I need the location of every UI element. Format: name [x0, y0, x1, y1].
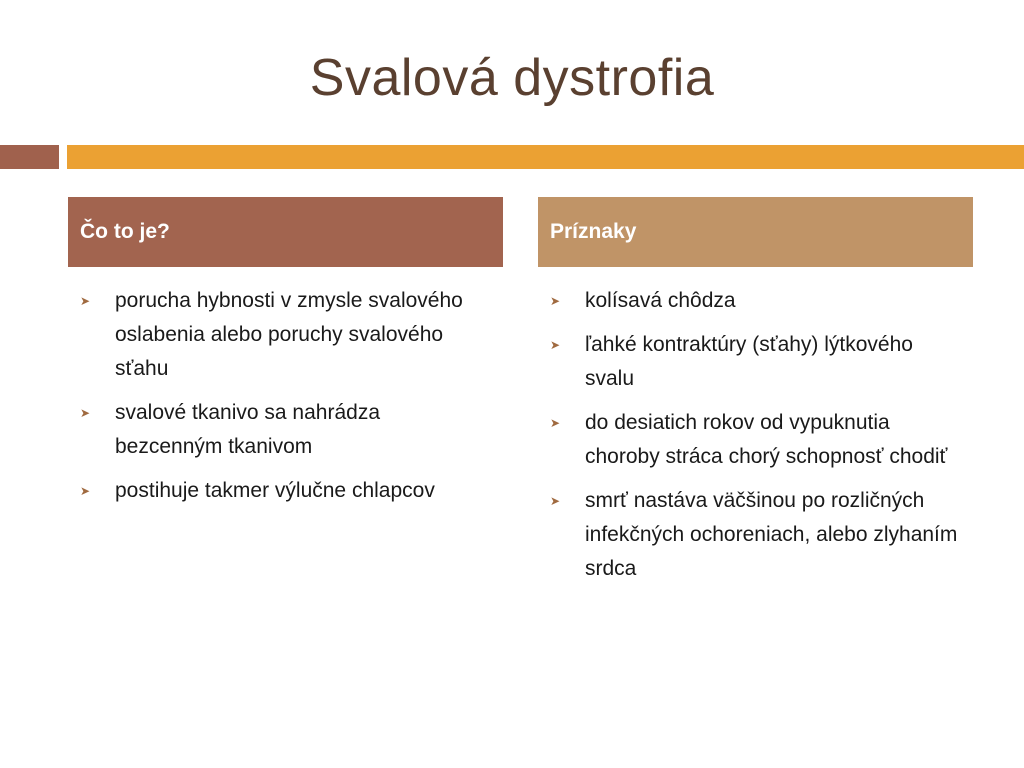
right-bullet-list: [548, 284, 958, 596]
chevron-right-icon: ➤: [550, 416, 561, 430]
left-bullet-list: [78, 284, 478, 518]
column-header-what-is-it: Čo to je?: [68, 197, 503, 267]
column-header-symptoms: Príznaky: [538, 197, 973, 267]
chevron-right-icon: ➤: [80, 484, 91, 498]
accent-bar-left: [0, 145, 59, 169]
list-item: [78, 474, 478, 508]
accent-bar-right: [67, 145, 1024, 169]
list-item: [548, 484, 958, 586]
list-item: [78, 396, 478, 464]
chevron-right-icon: ➤: [80, 294, 91, 308]
chevron-right-icon: ➤: [550, 338, 561, 352]
slide-title: Svalová dystrofia: [309, 49, 715, 107]
list-item-text: ľahké kontraktúry (sťahy) lýtkového svalu: [585, 333, 913, 390]
list-item-text: svalové tkanivo sa nahrádza bezcenným tkanivom: [115, 401, 380, 458]
list-item-text: postihuje takmer výlučne chlapcov: [115, 479, 435, 502]
list-item: [548, 284, 958, 318]
list-item: [548, 328, 958, 396]
chevron-right-icon: ➤: [80, 406, 91, 420]
list-item-text: porucha hybnosti v zmysle svalového oslabenia alebo poruchy svalového sťahu: [115, 289, 463, 380]
list-item-text: do desiatich rokov od vypuknutia choroby stráca chorý schopnosť chodiť: [585, 411, 948, 468]
chevron-right-icon: ➤: [550, 494, 561, 508]
list-item: [548, 406, 958, 474]
list-item-text: kolísavá chôdza: [585, 289, 736, 312]
chevron-right-icon: ➤: [550, 294, 561, 308]
list-item-text: smrť nastáva väčšinou po rozličných infekčných ochoreniach, alebo zlyhaním srdca: [585, 489, 958, 580]
list-item: [78, 284, 478, 386]
